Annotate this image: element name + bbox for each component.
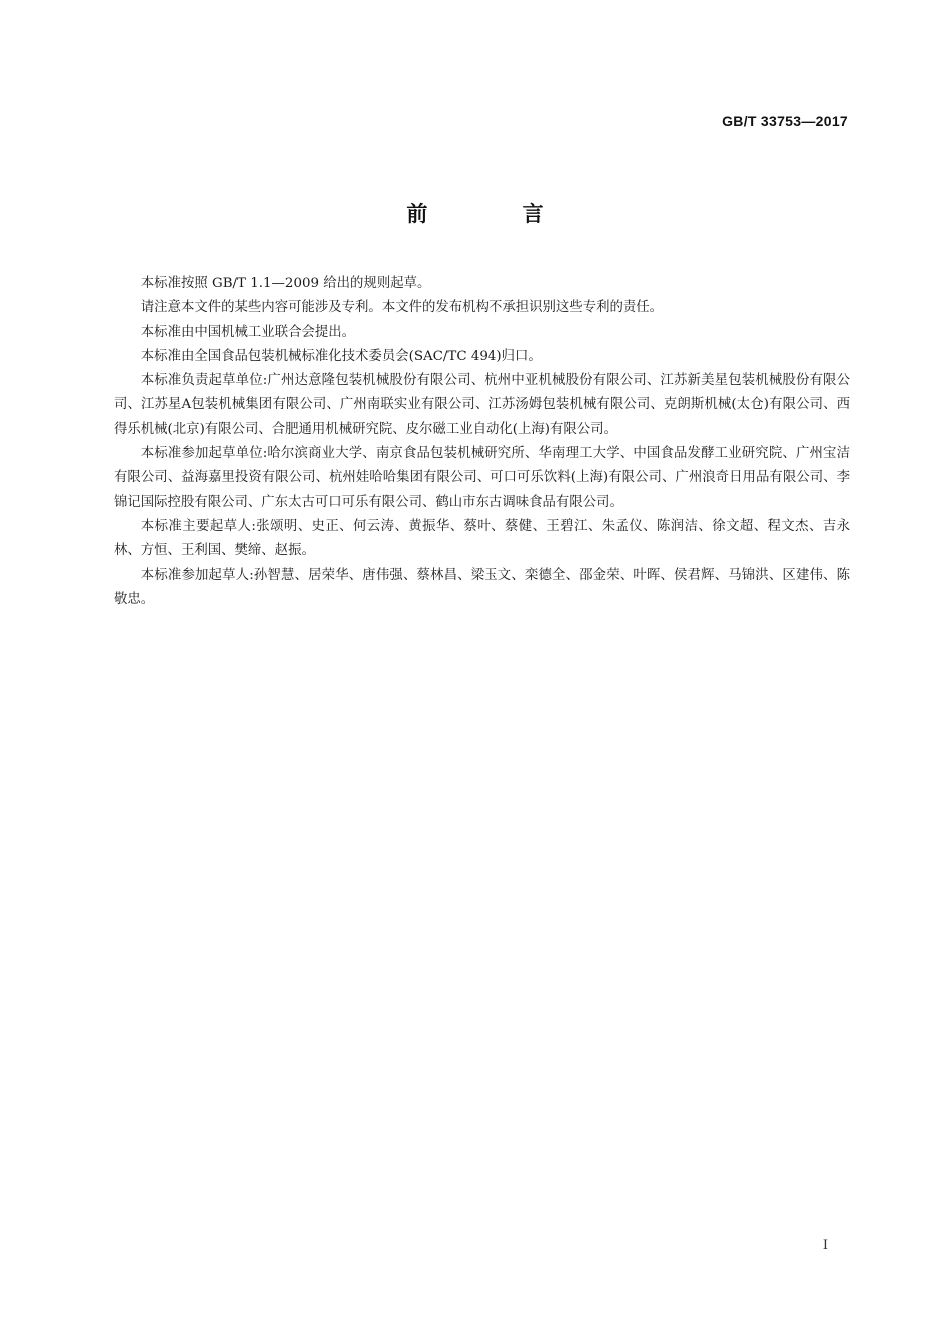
page-title: 前 言 — [406, 202, 588, 226]
paragraph-proposer: 本标准由中国机械工业联合会提出。 — [140, 324, 356, 340]
foreword-body — [114, 272, 850, 612]
paragraph-patent-notice: 请注意本文件的某些内容可能涉及专利。本文件的发布机构不承担识别这些专利的责任。 — [140, 300, 664, 316]
standard-code: GB/T 33753—2017 — [722, 113, 848, 129]
page-number: I — [822, 1238, 828, 1253]
paragraph-participating-units: 本标准参加起草单位:哈尔滨商业大学、南京食品包装机械研究所、华南理工大学、中国食品发酵工业研究院、广州宝洁有限公司、益海嘉里投资有限公司、杭州娃哈哈集团有限公司、可口可乐饮料(上海)有限公司、广州浪奇日用品有限公司、李锦记国际控股有限公司、广东太古可口可乐有限公司、鹤山市东古调味食品有限公司。 — [114, 446, 850, 510]
paragraph-participating-drafters: 本标准参加起草人:孙智慧、居荣华、唐伟强、蔡林昌、梁玉文、栾德全、邵金荣、叶晖、侯君辉、马锦洪、区建伟、陈敬忠。 — [114, 567, 850, 607]
paragraph-main-drafting-units: 本标准负责起草单位:广州达意隆包装机械股份有限公司、杭州中亚机械股份有限公司、江苏新美星包装机械股份有限公司、江苏星A包装机械集团有限公司、广州南联实业有限公司、江苏汤姆包装机械有限公司、克朗斯机械(太仓)有限公司、西得乐机械(北京)有限公司、合肥通用机械研究院、皮尔磁工业自动化(上海)有限公司。 — [114, 373, 850, 437]
paragraph-drafting-rules: 本标准按照 GB/T 1.1—2009 给出的规则起草。 — [140, 276, 431, 291]
paragraph-main-drafters: 本标准主要起草人:张颂明、史正、何云涛、黄振华、蔡叶、蔡健、王碧江、朱孟仪、陈润洁、徐文超、程文杰、吉永林、方恒、王利国、樊缔、赵振。 — [114, 518, 850, 559]
paragraph-technical-committee: 本标准由全国食品包装机械标准化技术委员会(SAC/TC 494)归口。 — [140, 348, 542, 364]
